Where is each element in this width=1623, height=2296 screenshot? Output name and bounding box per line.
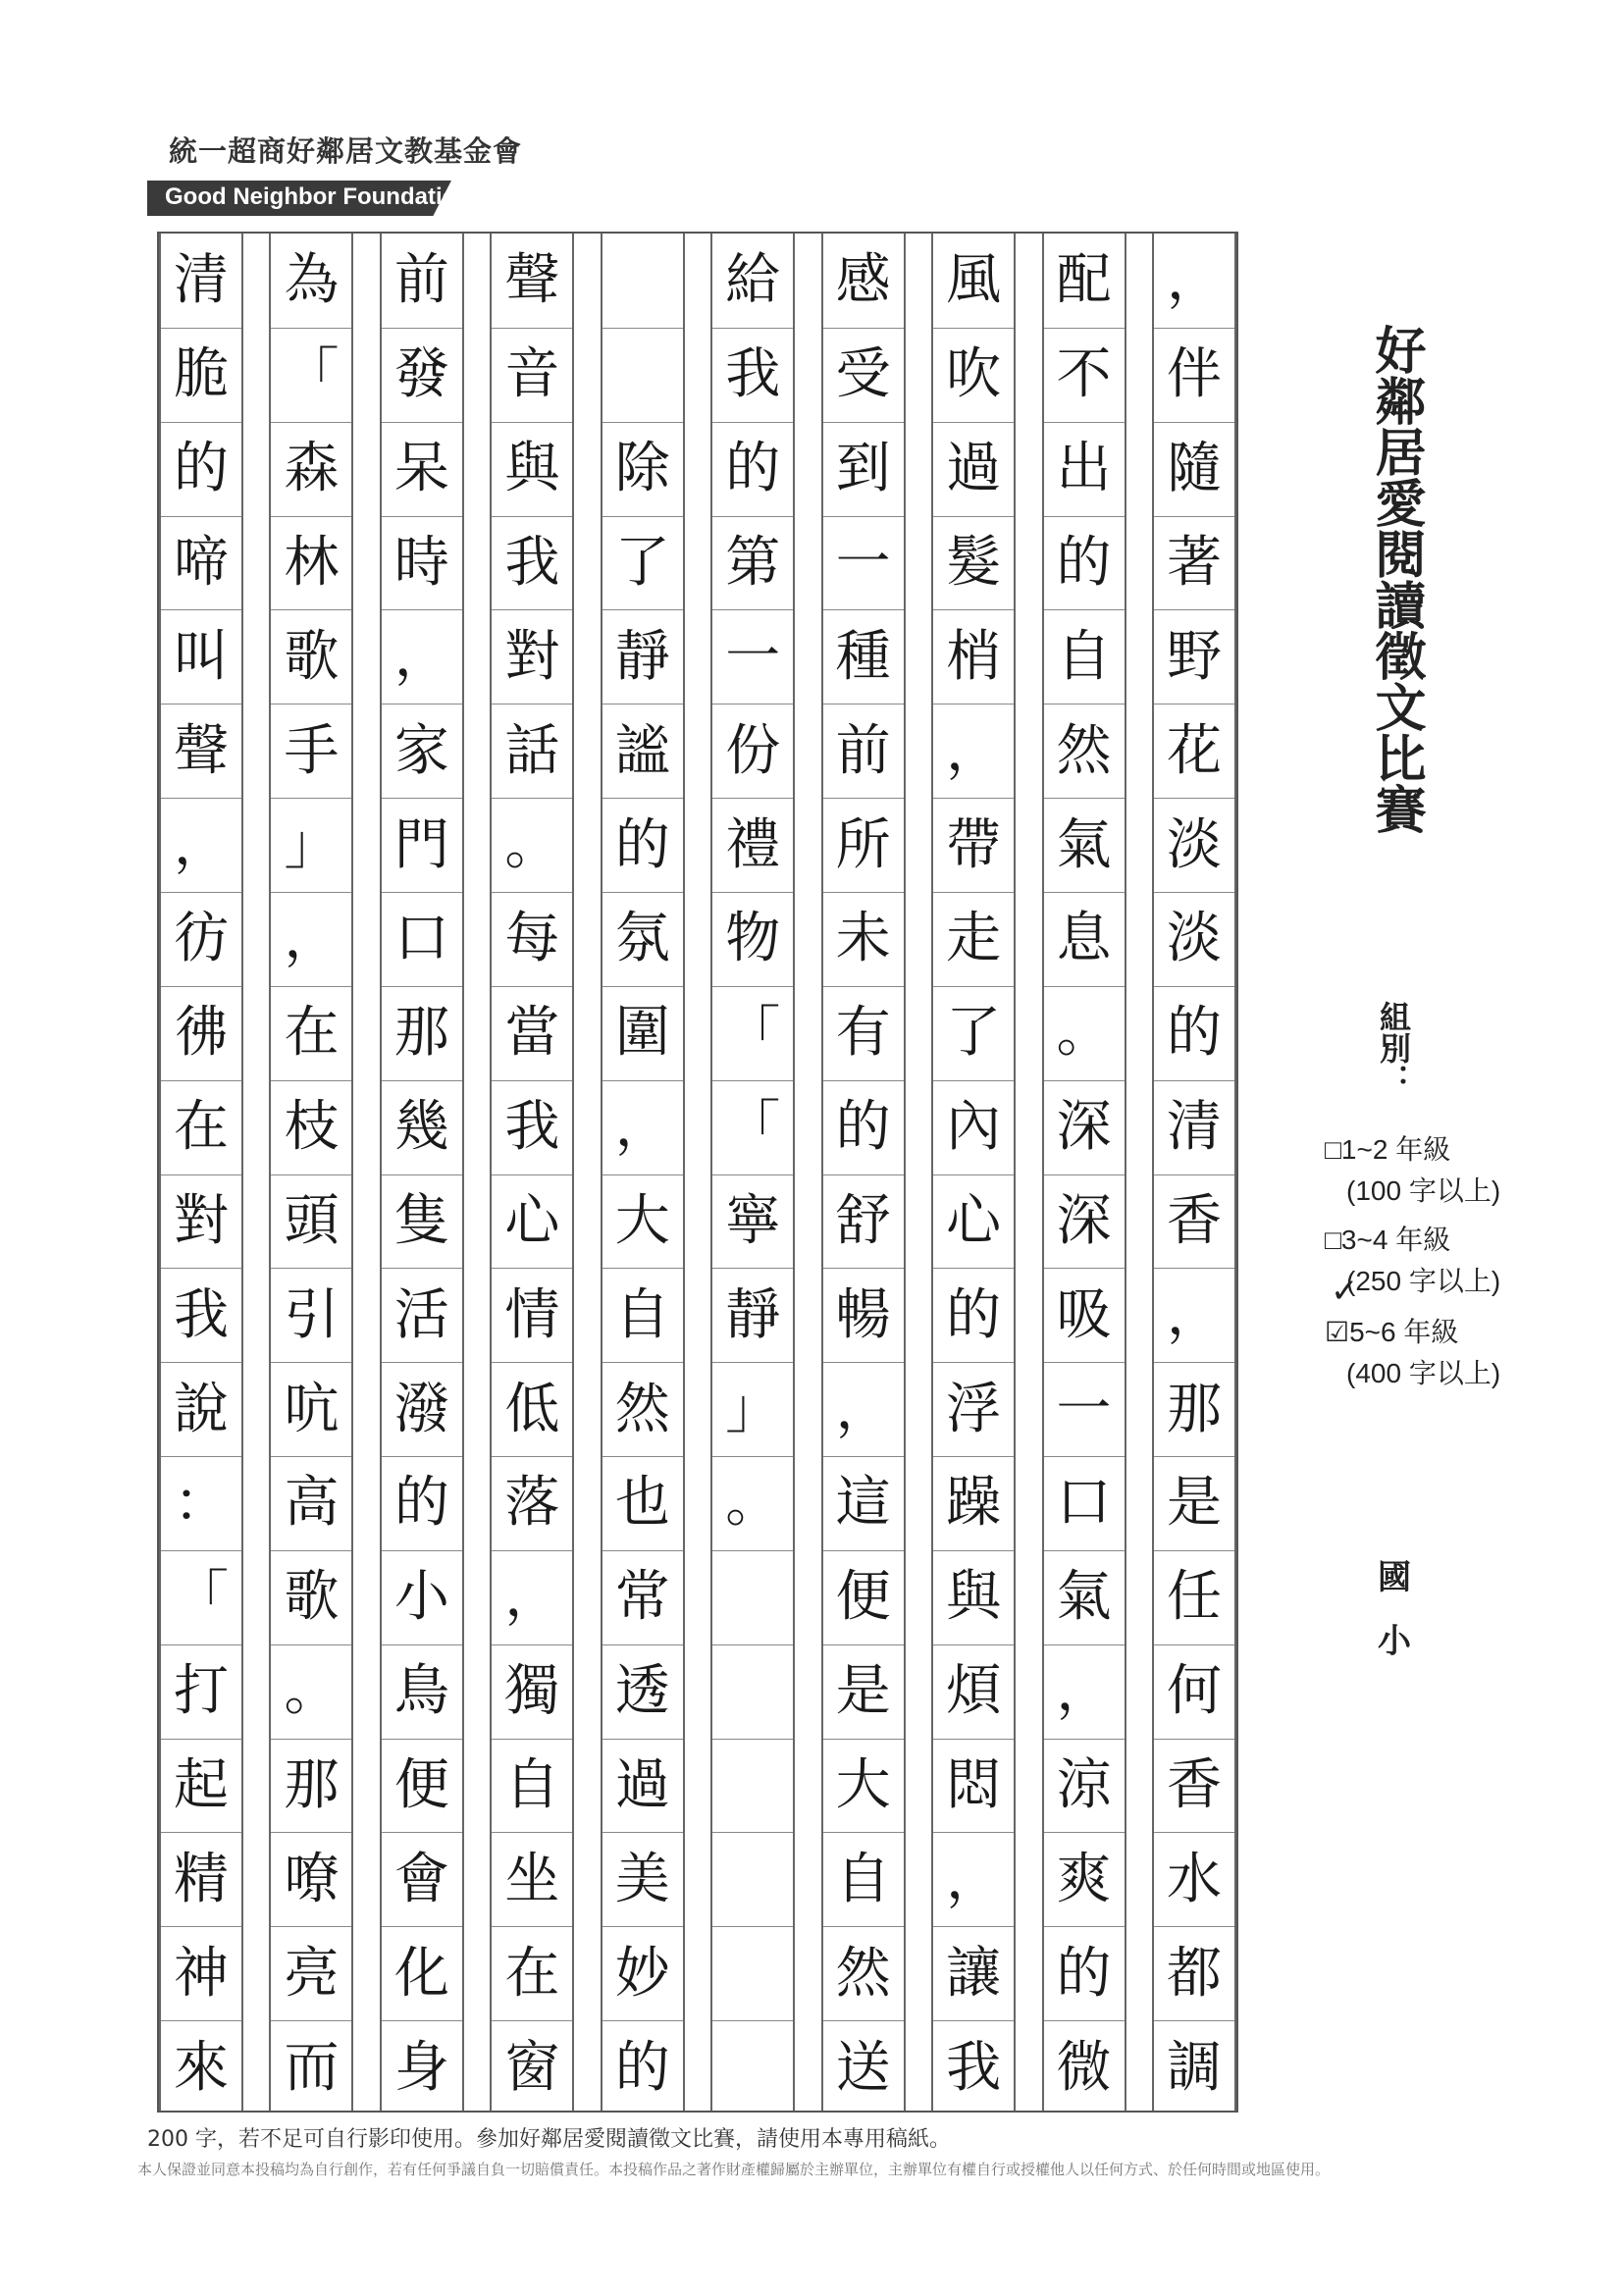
grid-cell: 未 — [823, 892, 904, 986]
grid-cell: 香 — [1154, 1174, 1234, 1269]
grid-cell: 何 — [1154, 1644, 1234, 1739]
grid-cell: 自 — [492, 1739, 572, 1833]
grid-cell: 起 — [161, 1739, 241, 1833]
grid-column — [269, 234, 353, 2111]
grid-cell: 窗 — [492, 2020, 572, 2114]
grid-cell: 高 — [271, 1456, 351, 1550]
grid-cell: 氛 — [602, 892, 683, 986]
grid-cell: 「 — [712, 986, 793, 1080]
school-label: 國 — [1378, 1558, 1411, 1597]
grid-cell: 的 — [1044, 516, 1125, 610]
grid-cell: 帶 — [933, 798, 1014, 892]
grid-cell: 門 — [382, 798, 462, 892]
grid-cell: 自 — [602, 1268, 683, 1362]
org-name-chinese: 統一超商好鄰居文教基金會 — [169, 134, 523, 168]
grid-cell: 浮 — [933, 1362, 1014, 1456]
grid-cell: 來 — [161, 2020, 241, 2114]
grid-cell: 我 — [161, 1268, 241, 1362]
grid-cell: 時 — [382, 516, 462, 610]
grid-cell: 發 — [382, 328, 462, 422]
grid-cell: 的 — [933, 1268, 1014, 1362]
grid-cell: 說 — [161, 1362, 241, 1456]
grid-cell — [602, 234, 683, 328]
grid-cell: 枝 — [271, 1080, 351, 1174]
grid-cell: 而 — [271, 2020, 351, 2114]
grid-cell: 啼 — [161, 516, 241, 610]
grid-cell: 所 — [823, 798, 904, 892]
grid-cell: 吭 — [271, 1362, 351, 1456]
grid-cell: 寧 — [712, 1174, 793, 1269]
grid-column — [380, 234, 464, 2111]
grid-cell: 對 — [492, 609, 572, 704]
grid-cell: 精 — [161, 1832, 241, 1926]
grid-cell: 吸 — [1044, 1268, 1125, 1362]
grid-cell — [712, 1926, 793, 2020]
grid-cell: ， — [1167, 247, 1222, 312]
grid-column — [490, 234, 574, 2111]
grid-cell: 涼 — [1044, 1739, 1125, 1833]
grid-cell: 聲 — [504, 247, 560, 312]
grid-cell: 脆 — [161, 328, 241, 422]
school-label-2: 小 — [1378, 1622, 1411, 1661]
manuscript-grid — [157, 232, 1238, 2113]
grid-cell — [602, 328, 683, 422]
grid-cell: 清 — [1154, 1080, 1234, 1174]
grid-cell: 彷 — [161, 892, 241, 986]
grid-cell: 小 — [382, 1550, 462, 1644]
grid-cell: 我 — [933, 2020, 1014, 2114]
grid-cell: 手 — [271, 704, 351, 798]
grid-cell: 過 — [602, 1739, 683, 1833]
grid-cell: 花 — [1154, 704, 1234, 798]
grid-cell: ， — [382, 609, 462, 704]
grid-cell: 的 — [823, 1080, 904, 1174]
grid-cell: 野 — [1154, 609, 1234, 704]
grid-cell: 為 — [284, 247, 340, 312]
grid-cell: 坐 — [492, 1832, 572, 1926]
grid-cell — [712, 1832, 793, 1926]
grid-cell: 對 — [161, 1174, 241, 1269]
grid-cell: 情 — [492, 1268, 572, 1362]
grid-cell: 心 — [933, 1174, 1014, 1269]
grid-cell: 在 — [271, 986, 351, 1080]
grid-cell: 微 — [1044, 2020, 1125, 2114]
grid-cell: 口 — [1044, 1456, 1125, 1550]
grid-cell: ， — [823, 1362, 904, 1456]
grid-cell: 出 — [1044, 422, 1125, 516]
grid-cell: ， — [933, 704, 1014, 798]
grid-cell: 了 — [602, 516, 683, 610]
grid-cell: 「 — [271, 328, 351, 422]
grid-cell: 音 — [492, 328, 572, 422]
grid-cell: 香 — [1154, 1739, 1234, 1833]
grid-cell: 與 — [492, 422, 572, 516]
grid-cell: 靜 — [602, 609, 683, 704]
grid-cell: 嘹 — [271, 1832, 351, 1926]
grid-cell: 過 — [933, 422, 1014, 516]
grid-cell: 那 — [271, 1739, 351, 1833]
grid-cell: 有 — [823, 986, 904, 1080]
grid-cell: 透 — [602, 1644, 683, 1739]
grid-cell: 的 — [382, 1456, 462, 1550]
grid-cell — [712, 1644, 793, 1739]
grid-cell: 心 — [492, 1174, 572, 1269]
grid-column — [1152, 234, 1236, 2111]
grid-column — [159, 234, 243, 2111]
check-mark-icon: ✓ — [1331, 1272, 1359, 1311]
grid-cell: ， — [492, 1550, 572, 1644]
grid-cell: 的 — [602, 2020, 683, 2114]
grid-cell: 走 — [933, 892, 1014, 986]
grid-cell: 低 — [492, 1362, 572, 1456]
grid-column — [601, 234, 685, 2111]
grid-cell: 落 — [492, 1456, 572, 1550]
grid-cell: 躁 — [933, 1456, 1014, 1550]
grid-cell: 一 — [823, 516, 904, 610]
grid-cell: 是 — [823, 1644, 904, 1739]
grid-cell: 氣 — [1044, 798, 1125, 892]
grid-cell: 暢 — [823, 1268, 904, 1362]
contest-title: 好鄰居愛閱讀徵文比賽 — [1366, 324, 1425, 834]
grid-cell: 受 — [823, 328, 904, 422]
grid-cell: 自 — [1044, 609, 1125, 704]
grid-cell: 亮 — [271, 1926, 351, 2020]
grid-cell: 水 — [1154, 1832, 1234, 1926]
grid-cell: 感 — [835, 247, 891, 312]
grid-cell: 身 — [382, 2020, 462, 2114]
grid-cell: 。 — [1044, 986, 1125, 1080]
grid-cell: 潑 — [382, 1362, 462, 1456]
grid-cell: 任 — [1154, 1550, 1234, 1644]
grid-cell: 息 — [1044, 892, 1125, 986]
grid-cell: 髮 — [933, 516, 1014, 610]
grid-cell: 在 — [161, 1080, 241, 1174]
grid-cell: 靜 — [712, 1268, 793, 1362]
grid-cell: 深 — [1044, 1080, 1125, 1174]
grid-cell: 到 — [823, 422, 904, 516]
grid-cell: 叫 — [161, 609, 241, 704]
grid-cell: 了 — [933, 986, 1014, 1080]
grid-cell: 配 — [1056, 247, 1112, 312]
grid-cell: 然 — [823, 1926, 904, 2020]
grid-cell: 聲 — [161, 704, 241, 798]
grid-cell: ， — [1044, 1644, 1125, 1739]
grid-cell: 林 — [271, 516, 351, 610]
footer-disclaimer: 本人保證並同意本投稿均為自行創作，若有任何爭議自負一切賠償責任。本投稿作品之著作財產權歸屬於主辦單位，主辦單位有權自行或授權他人以任何方式、於任何時間或地區使用。 — [137, 2161, 1331, 2178]
grid-cell: 獨 — [492, 1644, 572, 1739]
grid-cell: 歌 — [271, 1550, 351, 1644]
grid-cell: 第 — [712, 516, 793, 610]
grid-cell: 隻 — [382, 1174, 462, 1269]
grid-cell: 。 — [271, 1644, 351, 1739]
grid-cell: 。 — [712, 1456, 793, 1550]
grid-cell: ， — [161, 798, 241, 892]
grid-cell: 大 — [602, 1174, 683, 1269]
grade-option-1-2[interactable]: □1~2 年級 — [1325, 1134, 1451, 1165]
grid-cell: 我 — [712, 328, 793, 422]
grid-cell: 調 — [1154, 2020, 1234, 2114]
grid-column — [821, 234, 906, 2111]
grid-cell: 」 — [271, 798, 351, 892]
grid-cell: 前 — [393, 247, 449, 312]
grid-cell: 煩 — [933, 1644, 1014, 1739]
grid-cell: 「 — [712, 1080, 793, 1174]
grid-cell: 彿 — [161, 986, 241, 1080]
grid-cell: 給 — [725, 247, 781, 312]
grid-cell: 伴 — [1154, 328, 1234, 422]
grid-cell: 梢 — [933, 609, 1014, 704]
grid-cell: 種 — [823, 609, 904, 704]
grid-cell: 大 — [823, 1739, 904, 1833]
grid-cell: 便 — [823, 1550, 904, 1644]
grid-cell — [712, 1550, 793, 1644]
grid-cell — [712, 2020, 793, 2114]
grid-cell: ， — [271, 892, 351, 986]
grid-cell: 吹 — [933, 328, 1014, 422]
grid-cell: 幾 — [382, 1080, 462, 1174]
org-name-english: Good Neighbor Foundation — [165, 183, 471, 210]
grid-cell: 清 — [174, 247, 229, 312]
grid-cell: 除 — [602, 422, 683, 516]
grid-cell: 會 — [382, 1832, 462, 1926]
grid-cell: 那 — [1154, 1362, 1234, 1456]
grid-cell: 爽 — [1044, 1832, 1125, 1926]
grid-cell: 打 — [161, 1644, 241, 1739]
grid-cell: 圍 — [602, 986, 683, 1080]
grid-cell: ： — [161, 1456, 241, 1550]
grid-cell: 隨 — [1154, 422, 1234, 516]
grid-cell: 我 — [492, 1080, 572, 1174]
grid-cell: 也 — [602, 1456, 683, 1550]
grid-column — [1042, 234, 1126, 2111]
grid-cell: 內 — [933, 1080, 1014, 1174]
grid-cell: 便 — [382, 1739, 462, 1833]
grade-option-3-4-requirement: (250 字以上) — [1346, 1266, 1501, 1296]
grid-cell: 鳥 — [382, 1644, 462, 1739]
grid-cell: 的 — [1154, 986, 1234, 1080]
grid-cell: 的 — [1044, 1926, 1125, 2020]
grid-cell: 氣 — [1044, 1550, 1125, 1644]
grid-cell: 我 — [492, 516, 572, 610]
grid-cell: 口 — [382, 892, 462, 986]
group-label: 組別： — [1375, 1001, 1412, 1095]
grid-cell: 是 — [1154, 1456, 1234, 1550]
grid-cell: 神 — [161, 1926, 241, 2020]
grid-cell — [712, 1739, 793, 1833]
grid-cell: 物 — [712, 892, 793, 986]
grid-cell: 。 — [492, 798, 572, 892]
grid-cell: ， — [1154, 1268, 1234, 1362]
grid-cell: 謐 — [602, 704, 683, 798]
grid-cell: 舒 — [823, 1174, 904, 1269]
grid-cell: 當 — [492, 986, 572, 1080]
grid-cell: 淡 — [1154, 798, 1234, 892]
grade-option-5-6-requirement: (400 字以上) — [1346, 1358, 1501, 1388]
grid-cell: 」 — [712, 1362, 793, 1456]
grid-cell: ， — [933, 1832, 1014, 1926]
grid-cell: 著 — [1154, 516, 1234, 610]
grid-cell: 禮 — [712, 798, 793, 892]
grid-cell: 一 — [712, 609, 793, 704]
grid-cell: 前 — [823, 704, 904, 798]
grid-cell: 活 — [382, 1268, 462, 1362]
grid-cell: 份 — [712, 704, 793, 798]
grid-cell: 美 — [602, 1832, 683, 1926]
grid-cell: 在 — [492, 1926, 572, 2020]
grid-cell: 家 — [382, 704, 462, 798]
grid-cell: 一 — [1044, 1362, 1125, 1456]
grade-option-3-4[interactable]: □3~4 年級 — [1325, 1225, 1451, 1255]
grade-option-1-2-requirement: (100 字以上) — [1346, 1175, 1501, 1206]
grid-cell: 常 — [602, 1550, 683, 1644]
grid-cell: 森 — [271, 422, 351, 516]
grid-cell: 妙 — [602, 1926, 683, 2020]
grid-cell: 深 — [1044, 1174, 1125, 1269]
grid-cell: 的 — [712, 422, 793, 516]
grid-cell: 風 — [946, 247, 1002, 312]
grid-cell: 悶 — [933, 1739, 1014, 1833]
grid-cell: 那 — [382, 986, 462, 1080]
grid-cell: 引 — [271, 1268, 351, 1362]
grid-cell: 化 — [382, 1926, 462, 2020]
grid-column — [931, 234, 1016, 2111]
grid-cell: 頭 — [271, 1174, 351, 1269]
grid-cell: 歌 — [271, 609, 351, 704]
grid-cell: 的 — [602, 798, 683, 892]
grid-cell: ， — [602, 1080, 683, 1174]
grid-cell: 淡 — [1154, 892, 1234, 986]
grid-cell: 「 — [161, 1550, 241, 1644]
grade-option-5-6[interactable]: ☑5~6 年級 — [1325, 1317, 1459, 1347]
grid-cell: 與 — [933, 1550, 1014, 1644]
grid-cell: 讓 — [933, 1926, 1014, 2020]
grid-cell: 都 — [1154, 1926, 1234, 2020]
grid-cell: 送 — [823, 2020, 904, 2114]
grid-column — [710, 234, 795, 2111]
grid-cell: 自 — [823, 1832, 904, 1926]
grid-cell: 話 — [492, 704, 572, 798]
grid-cell: 的 — [161, 422, 241, 516]
grid-cell: 每 — [492, 892, 572, 986]
grid-cell: 然 — [602, 1362, 683, 1456]
grid-cell: 然 — [1044, 704, 1125, 798]
grid-cell: 這 — [823, 1456, 904, 1550]
grid-cell: 不 — [1044, 328, 1125, 422]
grid-cell: 呆 — [382, 422, 462, 516]
footer-note: 200 字，若不足可自行影印使用。參加好鄰居愛閱讀徵文比賽，請使用本專用稿紙。 — [147, 2127, 951, 2152]
